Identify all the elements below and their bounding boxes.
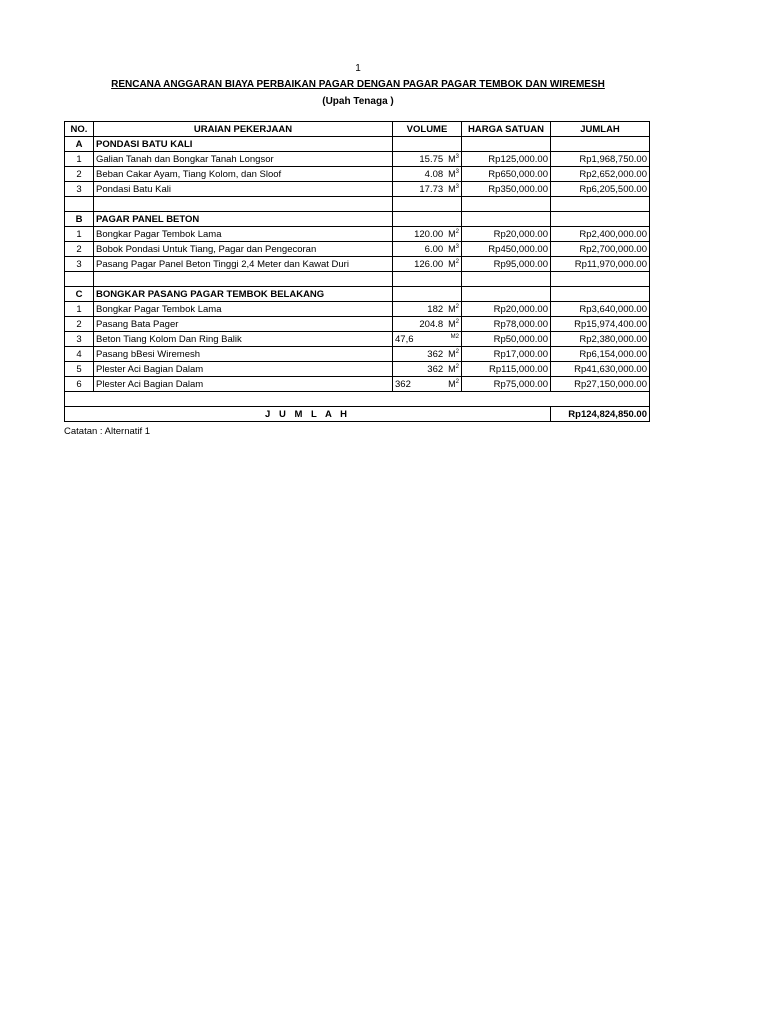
table-row	[65, 347, 650, 362]
unit-exponent: 3	[455, 183, 459, 190]
unit-exponent: 2	[455, 303, 459, 310]
item-unit	[448, 183, 459, 196]
item-volume-cell	[393, 377, 462, 392]
item-unit-price: Rp125,000.00	[462, 152, 551, 167]
item-description: Bongkar Pagar Tembok Lama	[94, 302, 393, 317]
item-amount: Rp6,154,000.00	[551, 347, 650, 362]
header-volume: VOLUME	[393, 122, 462, 137]
empty-cell	[65, 272, 94, 287]
cost-estimate-table	[64, 121, 650, 422]
item-volume-cell	[393, 257, 462, 272]
item-unit	[448, 153, 459, 166]
item-amount: Rp2,700,000.00	[551, 242, 650, 257]
section-title: PAGAR PANEL BETON	[94, 212, 393, 227]
unit-exponent: 2	[455, 228, 459, 235]
item-volume-cell	[393, 182, 462, 197]
item-description: Beban Cakar Ayam, Tiang Kolom, dan Sloof	[94, 167, 393, 182]
unit-base: M	[448, 153, 456, 164]
item-number: 3	[65, 257, 94, 272]
item-unit-price: Rp50,000.00	[462, 332, 551, 347]
empty-cell	[462, 137, 551, 152]
empty-cell	[94, 272, 393, 287]
item-description: Pasang Bata Pager	[94, 317, 393, 332]
item-unit-price: Rp17,000.00	[462, 347, 551, 362]
item-unit	[448, 318, 459, 331]
unit-base: M	[448, 348, 456, 359]
empty-cell	[393, 212, 462, 227]
item-amount: Rp3,640,000.00	[551, 302, 650, 317]
unit-exponent: 3	[455, 243, 459, 250]
item-amount: Rp15,974,400.00	[551, 317, 650, 332]
table-header-row	[65, 122, 650, 137]
unit-base: M	[448, 378, 456, 389]
item-amount: Rp6,205,500.00	[551, 182, 650, 197]
unit-base: M	[448, 243, 456, 254]
item-volume: 15.75	[419, 153, 444, 165]
section-row	[65, 137, 650, 152]
note-text: Catatan : Alternatif 1	[64, 426, 151, 437]
unit-base: M	[448, 318, 456, 329]
empty-cell	[393, 272, 462, 287]
item-volume-cell	[393, 227, 462, 242]
item-number: 3	[65, 182, 94, 197]
table-row	[65, 167, 650, 182]
unit-exponent: 2	[455, 363, 459, 370]
item-volume-cell	[393, 302, 462, 317]
item-volume: 17.73	[419, 183, 444, 195]
unit-exponent: 3	[455, 153, 459, 160]
empty-cell	[462, 197, 551, 212]
table-row	[65, 257, 650, 272]
item-volume: 126.00	[414, 258, 444, 270]
item-amount: Rp2,400,000.00	[551, 227, 650, 242]
item-volume-cell	[393, 347, 462, 362]
unit-base: M	[448, 168, 456, 179]
item-unit	[448, 303, 459, 316]
item-description: Bobok Pondasi Untuk Tiang, Pagar dan Pengecoran	[94, 242, 393, 257]
item-amount: Rp11,970,000.00	[551, 257, 650, 272]
table-row	[65, 182, 650, 197]
item-number: 5	[65, 362, 94, 377]
table-row	[65, 152, 650, 167]
header-jumlah: JUMLAH	[551, 122, 650, 137]
item-volume-cell	[393, 317, 462, 332]
item-amount: Rp41,630,000.00	[551, 362, 650, 377]
section-code: B	[65, 212, 94, 227]
item-unit-price: Rp450,000.00	[462, 242, 551, 257]
item-unit-price: Rp20,000.00	[462, 227, 551, 242]
item-unit-price: Rp115,000.00	[462, 362, 551, 377]
unit-base: M	[448, 258, 456, 269]
spacer-row	[65, 392, 650, 407]
total-row	[65, 407, 650, 422]
item-unit	[451, 333, 459, 346]
unit-base: M	[448, 183, 456, 194]
total-value: Rp124,824,850.00	[551, 407, 650, 422]
header-harga-satuan: HARGA SATUAN	[462, 122, 551, 137]
item-number: 1	[65, 302, 94, 317]
document-subtitle: (Upah Tenaga )	[322, 96, 394, 107]
table-row	[65, 302, 650, 317]
item-number: 4	[65, 347, 94, 362]
item-unit-price: Rp78,000.00	[462, 317, 551, 332]
item-unit-price: Rp350,000.00	[462, 182, 551, 197]
item-volume: 120.00	[414, 228, 444, 240]
section-code: A	[65, 137, 94, 152]
spacer-row	[65, 197, 650, 212]
item-amount: Rp2,380,000.00	[551, 332, 650, 347]
item-volume: 362	[427, 348, 444, 360]
unit-exponent: 2	[455, 378, 459, 385]
item-description: Pondasi Batu Kali	[94, 182, 393, 197]
empty-cell	[551, 197, 650, 212]
empty-cell	[551, 272, 650, 287]
item-unit-price: Rp95,000.00	[462, 257, 551, 272]
item-description: Plester Aci Bagian Dalam	[94, 362, 393, 377]
table-row	[65, 317, 650, 332]
empty-cell	[462, 212, 551, 227]
item-volume: 182	[427, 303, 444, 315]
item-volume: 362	[395, 378, 411, 390]
empty-cell	[462, 287, 551, 302]
item-number: 2	[65, 242, 94, 257]
item-unit	[448, 243, 459, 256]
item-description: Beton Tiang Kolom Dan Ring Balik	[94, 332, 393, 347]
empty-cell	[551, 287, 650, 302]
unit-base: M	[448, 363, 456, 374]
item-description: Plester Aci Bagian Dalam	[94, 377, 393, 392]
section-title: PONDASI BATU KALI	[94, 137, 393, 152]
item-unit-price: Rp75,000.00	[462, 377, 551, 392]
item-unit	[448, 168, 459, 181]
item-volume-cell	[393, 362, 462, 377]
empty-cell	[393, 287, 462, 302]
empty-cell	[551, 212, 650, 227]
table-row	[65, 242, 650, 257]
table-row	[65, 332, 650, 347]
item-volume-cell	[393, 332, 462, 347]
unit-base: M	[448, 228, 456, 239]
item-unit	[448, 228, 459, 241]
empty-cell	[393, 197, 462, 212]
item-number: 6	[65, 377, 94, 392]
item-description: Pasang bBesi Wiremesh	[94, 347, 393, 362]
item-unit-price: Rp20,000.00	[462, 302, 551, 317]
item-volume-cell	[393, 167, 462, 182]
item-number: 1	[65, 227, 94, 242]
item-unit	[448, 378, 459, 391]
document-title: RENCANA ANGGARAN BIAYA PERBAIKAN PAGAR DENGAN PAGAR PAGAR TEMBOK DAN WIREMESH	[111, 79, 605, 90]
total-label: J U M L A H	[65, 407, 551, 422]
unit-exponent: 2	[455, 318, 459, 325]
item-volume: 6.00	[424, 243, 444, 255]
item-amount: Rp2,652,000.00	[551, 167, 650, 182]
spacer-row	[65, 272, 650, 287]
unit-exponent: M2	[450, 333, 459, 340]
header-no: NO.	[65, 122, 94, 137]
empty-cell	[65, 197, 94, 212]
item-number: 2	[65, 317, 94, 332]
item-unit-price: Rp650,000.00	[462, 167, 551, 182]
table-row	[65, 227, 650, 242]
item-volume: 47,6	[395, 333, 414, 345]
table-row	[65, 377, 650, 392]
empty-cell	[94, 197, 393, 212]
empty-cell	[551, 137, 650, 152]
unit-exponent: 2	[455, 348, 459, 355]
item-number: 2	[65, 167, 94, 182]
item-unit	[448, 258, 459, 271]
item-amount: Rp1,968,750.00	[551, 152, 650, 167]
item-volume-cell	[393, 242, 462, 257]
empty-cell	[462, 272, 551, 287]
item-volume-cell	[393, 152, 462, 167]
item-amount: Rp27,150,000.00	[551, 377, 650, 392]
section-title: BONGKAR PASANG PAGAR TEMBOK BELAKANG	[94, 287, 393, 302]
section-row	[65, 212, 650, 227]
unit-exponent: 2	[455, 258, 459, 265]
item-description: Pasang Pagar Panel Beton Tinggi 2,4 Meter dan Kawat Duri	[94, 257, 393, 272]
item-volume: 4.08	[424, 168, 444, 180]
unit-exponent: 3	[455, 168, 459, 175]
item-number: 3	[65, 332, 94, 347]
item-volume: 204.8	[419, 318, 444, 330]
item-volume: 362	[427, 363, 444, 375]
header-uraian: URAIAN PEKERJAAN	[94, 122, 393, 137]
item-description: Bongkar Pagar Tembok Lama	[94, 227, 393, 242]
section-row	[65, 287, 650, 302]
table-body	[65, 137, 650, 392]
item-unit	[448, 348, 459, 361]
table-row	[65, 362, 650, 377]
unit-base: M	[448, 303, 456, 314]
item-description: Galian Tanah dan Bongkar Tanah Longsor	[94, 152, 393, 167]
section-code: C	[65, 287, 94, 302]
empty-cell	[393, 137, 462, 152]
item-unit	[448, 363, 459, 376]
page-number: 1	[355, 63, 361, 74]
item-number: 1	[65, 152, 94, 167]
